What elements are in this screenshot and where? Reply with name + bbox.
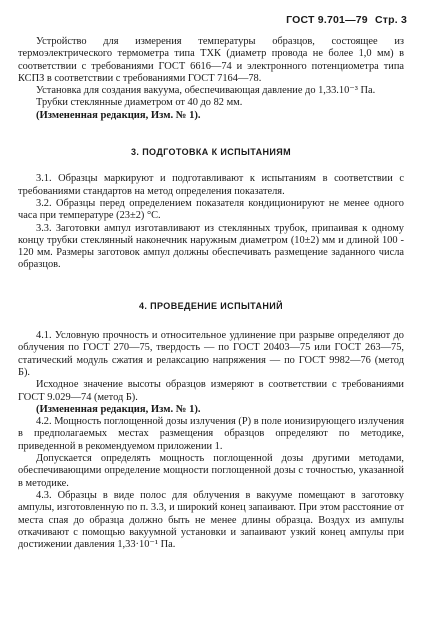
paragraph-3-3: 3.3. Заготовки ампул изготавливают из стеклянных трубок, припаивая к одному концу трубки стеклянный наконечник наружным диаметром (10±2) мм и длиной 100 - 120 мм. Размеры заготовок ампул должны обеспечивать размещение заданного числа образцов. [18, 222, 404, 271]
section-3-heading: 3. ПОДГОТОВКА К ИСПЫТАНИЯМ [130, 147, 292, 158]
paragraph-initial-height: Исходное значение высоты образцов измеряют в соответствии с требованиями ГОСТ 9.029—74 (метод Б). [18, 379, 404, 403]
paragraph-temperature-device: Устройство для измерения температуры образцов, состоящее из термоэлектрического термометра типа ТХК (диаметр провода не более 1,0 мм) в соответствии с требованиями ГОСТ 6616—74 и электронного потенциометра типа КСПЗ в соответствии с требованиями ГОСТ 7164—78. [18, 36, 404, 84]
page-header [286, 14, 407, 26]
paragraph-glass-tubes: Трубки стеклянные диаметром от 40 до 82 мм. [36, 97, 243, 109]
amendment-note-2: (Измененная редакция, Изм. № 1). [36, 403, 201, 415]
paragraph-3-1: 3.1. Образцы маркируют и подготавливают к испытаниям в соответствии с требованиями стандартов на метод определения показателя. [18, 173, 404, 197]
page-number: Стр. 3 [374, 14, 407, 26]
paragraph-4-3: 4.3. Образцы в виде полос для облучения в вакууме помещают в заготовку ампулы, изготовленную по п. 3.3, и широкий конец запаивают. При этом расстояние от места спая до образца должно быть не менее длины образца. Воздух из ампулы откачивают с помощью вакуумной установки и запаивают узкий конец ампулы при достижении давления 1,33·10⁻¹ Па. [18, 489, 404, 551]
paragraph-4-1: 4.1. Условную прочность и относительное удлинение при разрыве определяют до облучения по ГОСТ 270—75, твердость — по ГОСТ 20403—75 или ГОСТ 263—75, статический модуль сжатия и релаксацию напряжения — по ГОСТ 9982—76 (метод Б). [18, 330, 404, 378]
amendment-note-1: (Измененная редакция, Изм. № 1). [36, 109, 201, 121]
paragraph-alternative-methods: Допускается определять мощность поглощенной дозы другими методами, обеспечивающими определение мощности поглощенной дозы с точностью, указанной в методике. [18, 453, 404, 489]
standard-number: ГОСТ 9.701—79 [286, 14, 368, 26]
paragraph-3-2: 3.2. Образцы перед определением показателя кондиционируют не менее одного часа при температуре (23±2) °С. [18, 197, 404, 222]
document-body [18, 36, 404, 551]
paragraph-4-2: 4.2. Мощность поглощенной дозы излучения (Р) в поле ионизирующего излучения в предполагаемых местах размещения образцов определяют по методике, приведенной в рекомендуемом приложении 1. [18, 416, 404, 452]
section-4-heading: 4. ПРОВЕДЕНИЕ ИСПЫТАНИЙ [138, 300, 284, 311]
paragraph-vacuum-unit: Установка для создания вакуума, обеспечивающая давление до 1,33.10⁻³ Па. [36, 85, 376, 97]
